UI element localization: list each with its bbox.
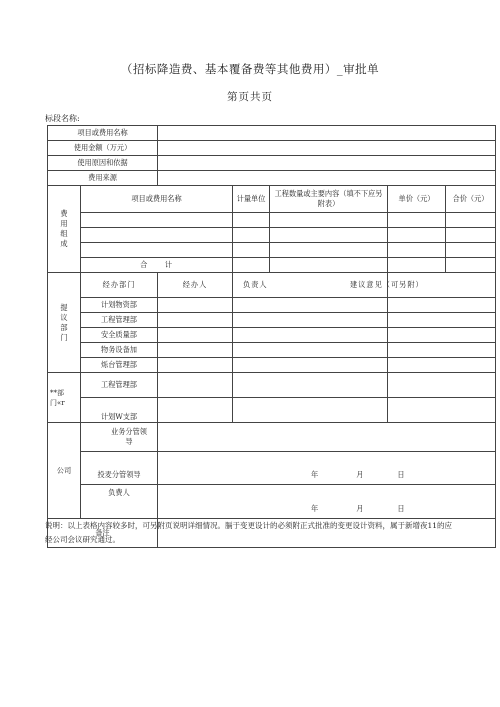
- page-count: 第页共页: [227, 91, 273, 103]
- cost-row: [48, 213, 496, 228]
- proposer-row: [48, 358, 496, 373]
- source-label: 费用来源: [48, 171, 158, 186]
- proposer-col-dept: 经办部门: [81, 273, 158, 298]
- amount-value[interactable]: [158, 141, 496, 156]
- approval-form-table: [47, 125, 496, 548]
- cost-col-unit-price: 单价（元）: [388, 186, 446, 213]
- cost-total-row: [48, 258, 496, 273]
- proposer-col-responsible: 负责人: [233, 273, 388, 298]
- cost-header-row: [48, 186, 496, 213]
- proposer-dept: 物务设备加: [81, 343, 158, 358]
- row-reason: [48, 156, 496, 171]
- row-item-name: [48, 126, 496, 141]
- proposer-dept: 工程管理部: [81, 313, 158, 328]
- company-signer: 业务分管领导: [81, 423, 158, 452]
- proposer-dept: 计划物资部: [81, 298, 158, 313]
- second-dept-name: 工程管理部: [81, 373, 158, 398]
- cost-col-total-price: 合价（元）: [446, 186, 496, 213]
- item-name-label: 项目或费用名称: [48, 126, 158, 141]
- form-title: （招标降造费、基本覆备费等其他费用）_审批单: [120, 62, 380, 76]
- proposer-col-handler: 经办人: [158, 273, 233, 298]
- footnote: 说明：以上表格内容较多时，可另附页说明详细情况。膈于变更设计的必须附正式批准的变更设计资料，属于新增夜11的应经公司会议研究通过。: [45, 521, 453, 544]
- company-row: [48, 485, 496, 519]
- proposer-header-row: [48, 273, 496, 298]
- proposer-row: [48, 343, 496, 358]
- second-dept-name: 计划W支部: [81, 398, 158, 423]
- item-name-value[interactable]: [158, 126, 496, 141]
- proposer-group-label: 提议部门: [48, 273, 81, 373]
- proposer-row: [48, 328, 496, 343]
- company-signer: 负费人: [81, 485, 158, 519]
- cost-col-unit: 计量单位: [233, 186, 270, 213]
- second-dept-row: [48, 373, 496, 398]
- reason-value[interactable]: [158, 156, 496, 171]
- cost-group-label: 费用组成: [48, 186, 81, 273]
- company-group-label: 公司: [48, 423, 81, 519]
- date-line[interactable]: 年 月 日: [158, 452, 496, 485]
- row-amount: [48, 141, 496, 156]
- amount-label: 使用金额（万元）: [48, 141, 158, 156]
- company-row: [48, 452, 496, 485]
- reason-label: 使用原因和依据: [48, 156, 158, 171]
- proposer-row: [48, 313, 496, 328]
- company-row: [48, 423, 496, 452]
- proposer-col-opinion: 建议意见（可另附）: [388, 273, 496, 298]
- cost-total-label: 合 计: [81, 258, 233, 273]
- cost-row: [48, 228, 496, 243]
- source-value[interactable]: [158, 171, 496, 186]
- cost-col-item: 项目或费用名称: [81, 186, 233, 213]
- cost-row: [48, 243, 496, 258]
- row-source: [48, 171, 496, 186]
- proposer-row: [48, 298, 496, 313]
- cost-col-quantity: 工程数量或主要内容（填不下应另附表）: [270, 186, 388, 213]
- second-dept-row: [48, 398, 496, 423]
- date-line[interactable]: 年 月 日: [158, 485, 496, 519]
- company-signer: 投麦分管领导: [81, 452, 158, 485]
- section-name-label: 标段名称:: [45, 114, 80, 123]
- proposer-dept: 安全质量部: [81, 328, 158, 343]
- remarks-label: 备注: [48, 519, 158, 548]
- proposer-dept: 烁台管理部: [81, 358, 158, 373]
- second-dept-group-label: **部门«r: [48, 373, 81, 423]
